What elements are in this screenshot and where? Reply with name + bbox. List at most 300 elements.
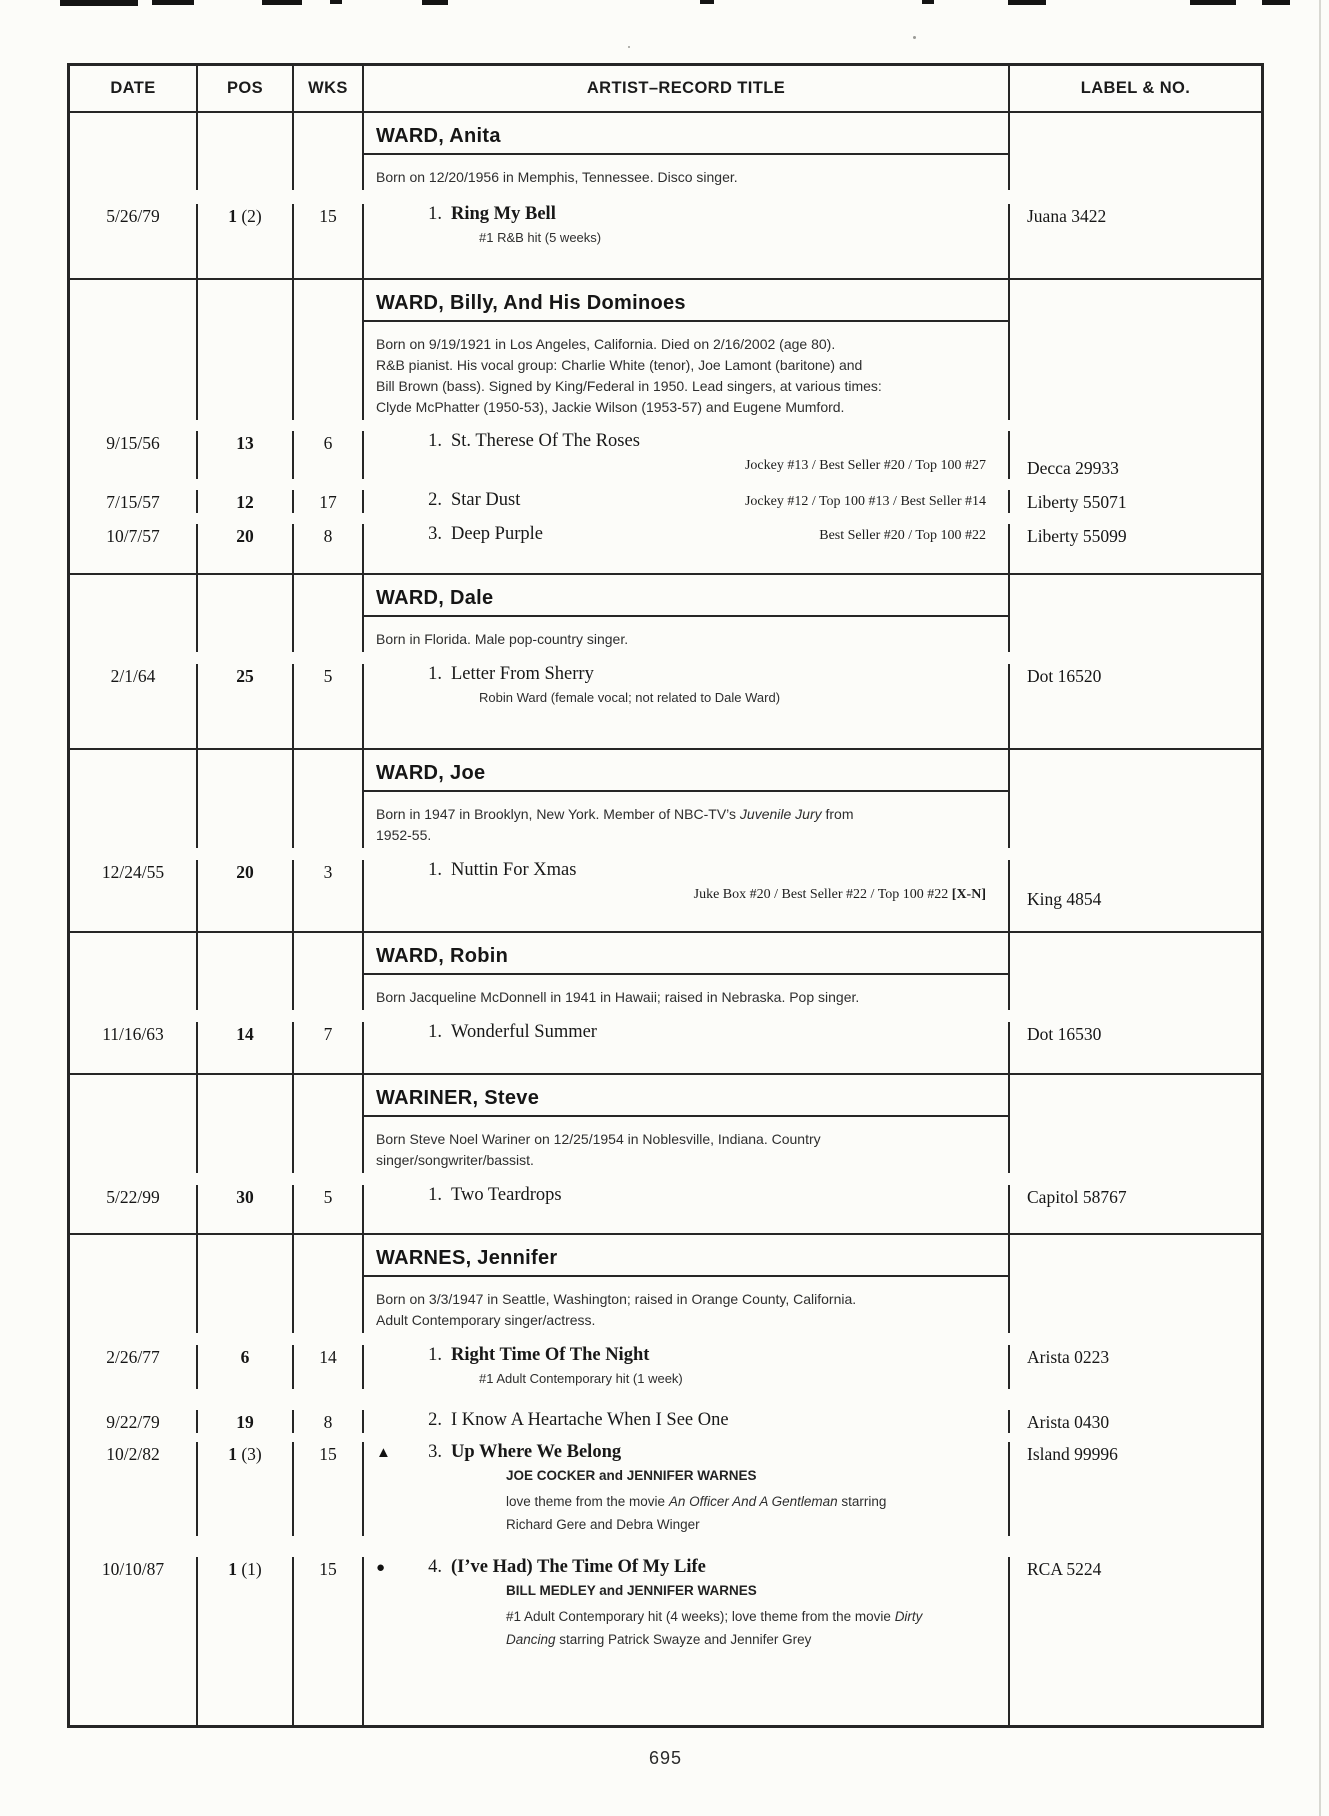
label-cell	[1010, 860, 1261, 931]
song-number: 1.	[428, 664, 442, 684]
text-segment: Clyde McPhatter (1950-53), Jackie Wilson (1953-57) and Eugene Mumford.	[376, 399, 845, 415]
song-number: 2.	[428, 490, 442, 510]
text-segment: starring	[837, 1494, 887, 1509]
label-cell	[1010, 1442, 1261, 1536]
song-title: Up Where We Belong	[451, 1442, 622, 1462]
text-segment: An Officer And A Gentleman	[668, 1494, 838, 1509]
page-number: 695	[648, 1748, 683, 1768]
text-segment: BILL MEDLEY and JENNIFER WARNES	[506, 1583, 757, 1598]
song-row	[70, 1557, 1261, 1725]
artist-bio	[376, 334, 1000, 418]
pos-cell	[198, 792, 294, 848]
artist-bio-row	[70, 617, 1261, 652]
record-label-number: Dot 16520	[1027, 666, 1102, 686]
date-cell	[70, 975, 198, 1010]
song-cell	[364, 1442, 1010, 1536]
debut-date: 10/7/57	[106, 526, 160, 546]
song-row	[70, 664, 1261, 748]
song-title-line	[364, 1185, 1008, 1206]
date-cell	[70, 575, 198, 617]
wks-cell	[294, 1075, 364, 1117]
text-segment: JOE COCKER and JENNIFER WARNES	[506, 1468, 757, 1483]
peak-position: 20	[236, 526, 254, 546]
wks-cell	[294, 975, 364, 1010]
song-cell	[364, 1557, 1010, 1725]
artist-name: WARD, Joe	[376, 762, 486, 784]
song-cell	[364, 575, 1010, 617]
song-cell	[364, 280, 1010, 322]
note-line	[364, 455, 986, 476]
text-segment: starring Patrick Swayze and Jennifer Grey	[555, 1632, 812, 1647]
song-title-line	[364, 1410, 1008, 1431]
header-pos: POS	[198, 66, 294, 111]
peak-position: 19	[236, 1412, 254, 1432]
weeks-cell	[294, 1022, 364, 1073]
label-cell	[1010, 1345, 1261, 1389]
note-line	[506, 1466, 1008, 1486]
text-segment: 1952-55.	[376, 827, 432, 843]
song-number: 2.	[428, 1410, 442, 1430]
weeks-charted: 7	[323, 1024, 333, 1044]
song-title: Star Dust	[451, 490, 521, 510]
song-row	[70, 524, 1261, 573]
peak-position-cell	[198, 1410, 294, 1433]
song-cell	[364, 860, 1010, 931]
weeks-charted: 8	[323, 526, 333, 546]
scan-page-edge	[1319, 0, 1321, 1816]
peak-position: 1	[228, 1444, 237, 1464]
date-cell	[70, 1117, 198, 1173]
date-cell	[70, 1075, 198, 1117]
text-segment: Dirty	[894, 1609, 923, 1624]
song-title: I Know A Heartache When I See One	[451, 1410, 729, 1430]
record-label-number: RCA 5224	[1027, 1559, 1102, 1579]
header-wks: WKS	[294, 66, 364, 111]
note-line	[506, 1605, 984, 1628]
song-title: Right Time Of The Night	[451, 1345, 650, 1365]
weeks-cell	[294, 860, 364, 931]
date-cell	[70, 431, 198, 479]
date-cell	[70, 617, 198, 652]
label-cell	[1010, 792, 1261, 848]
pos-cell	[198, 750, 294, 792]
date-cell	[70, 1277, 198, 1333]
date-cell	[70, 322, 198, 420]
song-title-line	[364, 1022, 1008, 1043]
triangle-icon: ▲	[376, 1444, 391, 1461]
label-cell	[1010, 113, 1261, 155]
wks-cell	[294, 155, 364, 190]
text-segment: Born Steve Noel Wariner on 12/25/1954 in Noblesville, Indiana. Country	[376, 1131, 821, 1147]
record-label-number: Liberty 55071	[1027, 492, 1127, 512]
label-cell	[1010, 204, 1261, 278]
artist-name: WARNES, Jennifer	[376, 1247, 558, 1269]
artist-bio-row	[70, 1277, 1261, 1333]
peak-position: 14	[236, 1024, 254, 1044]
song-row	[70, 1022, 1261, 1073]
song-title: Ring My Bell	[451, 204, 556, 224]
text-segment: Bill Brown (bass). Signed by King/Federal in 1950. Lead singers, at various times:	[376, 378, 882, 394]
pos-cell	[198, 1277, 294, 1333]
table-header-row	[70, 66, 1261, 111]
song-title-line	[364, 204, 1008, 225]
debut-date: 5/22/99	[106, 1187, 160, 1207]
artist-section	[70, 111, 1261, 278]
weeks-cell	[294, 1345, 364, 1389]
artist-section	[70, 748, 1261, 931]
artist-bio	[376, 1129, 1000, 1171]
song-title-line	[364, 1557, 1008, 1578]
debut-date: 2/26/77	[106, 1347, 160, 1367]
header-date: DATE	[70, 66, 198, 111]
bio-line	[376, 1310, 1000, 1331]
date-cell	[70, 933, 198, 975]
pos-cell	[198, 1075, 294, 1117]
record-label-number: King 4854	[1027, 889, 1102, 909]
date-cell	[70, 524, 198, 573]
weeks-at-peak: (2)	[236, 206, 262, 226]
debut-date: 9/15/56	[106, 433, 160, 453]
song-title-line	[364, 490, 1008, 511]
note-line	[506, 1513, 984, 1536]
song-row	[70, 860, 1261, 931]
record-label-number: Juana 3422	[1027, 206, 1107, 226]
song-cell	[364, 1277, 1010, 1333]
song-row	[70, 1442, 1261, 1536]
artist-section	[70, 931, 1261, 1073]
pos-cell	[198, 575, 294, 617]
song-cell	[364, 1345, 1010, 1389]
note-line	[364, 884, 986, 905]
peak-position-cell	[198, 1185, 294, 1233]
pos-cell	[198, 155, 294, 190]
label-cell	[1010, 617, 1261, 652]
song-number: 1.	[428, 1185, 442, 1205]
chart-run-detail	[364, 884, 1008, 905]
artist-bio	[376, 167, 1000, 188]
label-cell	[1010, 664, 1261, 748]
song-note	[364, 228, 1008, 248]
weeks-charted: 5	[323, 1187, 333, 1207]
debut-date: 12/24/55	[101, 862, 165, 882]
pos-cell	[198, 617, 294, 652]
date-cell	[70, 750, 198, 792]
song-cell	[364, 431, 1010, 479]
song-row	[70, 1345, 1261, 1389]
song-cell	[364, 524, 1010, 573]
date-cell	[70, 1557, 198, 1725]
peak-position-cell	[198, 524, 294, 573]
song-note	[364, 1369, 1008, 1389]
label-cell	[1010, 1117, 1261, 1173]
artist-sections	[70, 111, 1261, 1725]
label-cell	[1010, 1410, 1261, 1433]
label-cell	[1010, 975, 1261, 1010]
song-cell	[364, 750, 1010, 792]
bio-line	[376, 397, 1000, 418]
artist-name: WARINER, Steve	[376, 1087, 540, 1109]
label-cell	[1010, 1075, 1261, 1117]
song-number: 4.	[428, 1557, 442, 1577]
artist-header-row	[70, 575, 1261, 617]
weeks-charted: 15	[319, 206, 337, 226]
scan-artifact	[1008, 0, 1046, 5]
peak-position-cell	[198, 1442, 294, 1536]
weeks-cell	[294, 1557, 364, 1725]
scan-artifact	[330, 0, 342, 4]
scan-artifact	[422, 0, 448, 5]
song-cell	[364, 664, 1010, 748]
artist-bio	[376, 987, 1000, 1008]
text-segment: Adult Contemporary singer/actress.	[376, 1312, 596, 1328]
artist-bio	[376, 629, 1000, 650]
bio-line	[376, 629, 1000, 650]
artist-section	[70, 1233, 1261, 1725]
artist-name: WARD, Dale	[376, 587, 494, 609]
peak-position-cell	[198, 431, 294, 479]
date-cell	[70, 113, 198, 155]
song-title-line	[364, 1345, 1008, 1366]
text-segment: Robin Ward (female vocal; not related to Dale Ward)	[479, 690, 781, 705]
song-title: Wonderful Summer	[451, 1022, 597, 1042]
pos-cell	[198, 1117, 294, 1173]
artist-bio-row	[70, 1117, 1261, 1173]
artist-bio-row	[70, 155, 1261, 190]
chart-run-detail	[364, 455, 1008, 476]
note-line	[479, 688, 1008, 708]
song-title-line	[364, 664, 1008, 685]
artist-name: WARD, Billy, And His Dominoes	[376, 292, 686, 314]
weeks-at-peak: (1)	[236, 1559, 262, 1579]
bio-line	[376, 804, 1000, 825]
weeks-cell	[294, 431, 364, 479]
label-cell	[1010, 280, 1261, 322]
wks-cell	[294, 792, 364, 848]
song-cell	[364, 617, 1010, 652]
scan-artifact	[60, 0, 138, 6]
song-number: 1.	[428, 860, 442, 880]
weeks-charted: 3	[323, 862, 333, 882]
artist-bio-row	[70, 792, 1261, 848]
song-cell	[364, 933, 1010, 975]
wks-cell	[294, 280, 364, 322]
date-cell	[70, 204, 198, 278]
debut-date: 10/2/82	[106, 1444, 160, 1464]
peak-position-cell	[198, 664, 294, 748]
wks-cell	[294, 750, 364, 792]
record-label-number: Capitol 58767	[1027, 1187, 1127, 1207]
debut-date: 7/15/57	[106, 492, 160, 512]
text-segment: Born in 1947 in Brooklyn, New York. Member of NBC-TV’s	[376, 806, 740, 822]
label-cell	[1010, 933, 1261, 975]
label-cell	[1010, 431, 1261, 479]
text-segment: Born on 12/20/1956 in Memphis, Tennessee. Disco singer.	[376, 169, 738, 185]
note-line	[479, 1369, 1008, 1389]
bio-line	[376, 167, 1000, 188]
song-row	[70, 490, 1261, 513]
label-cell	[1010, 322, 1261, 420]
song-number: 1.	[428, 1022, 442, 1042]
song-cell	[364, 113, 1010, 155]
bio-line	[376, 1150, 1000, 1171]
song-row	[70, 431, 1261, 479]
record-label-number: Arista 0430	[1027, 1412, 1110, 1432]
date-cell	[70, 860, 198, 931]
song-row	[70, 1185, 1261, 1233]
scan-speck	[913, 36, 916, 39]
bullet-icon: ●	[376, 1559, 386, 1576]
debut-date: 2/1/64	[110, 666, 156, 686]
date-cell	[70, 490, 198, 513]
text-segment: Juke Box #20 / Best Seller #22 / Top 100 #22	[693, 887, 952, 902]
debut-date: 11/16/63	[102, 1024, 164, 1044]
pos-cell	[198, 113, 294, 155]
song-cell	[364, 204, 1010, 278]
peak-position: 1	[228, 1559, 237, 1579]
performer-credit	[364, 1581, 1008, 1601]
song-title: Letter From Sherry	[451, 664, 594, 684]
weeks-cell	[294, 204, 364, 278]
wks-cell	[294, 933, 364, 975]
text-segment: Juvenile Jury	[739, 806, 822, 822]
text-segment: Jockey #13 / Best Seller #20 / Top 100 #27	[744, 458, 986, 473]
note-line	[506, 1581, 1008, 1601]
peak-position-cell	[198, 204, 294, 278]
scan-artifact	[922, 0, 934, 4]
header-artist-record-title: ARTIST–RECORD TITLE	[364, 66, 1010, 111]
wks-cell	[294, 1277, 364, 1333]
weeks-cell	[294, 1410, 364, 1433]
chart-run-detail: Best Seller #20 / Top 100 #22	[819, 528, 986, 543]
scan-artifact	[262, 0, 302, 5]
song-number: 1.	[428, 1345, 442, 1365]
peak-position: 25	[236, 666, 254, 686]
song-number: 3.	[428, 1442, 442, 1462]
label-cell	[1010, 524, 1261, 573]
text-segment: from	[821, 806, 854, 822]
wks-cell	[294, 617, 364, 652]
text-segment: Born Jacqueline McDonnell in 1941 in Hawaii; raised in Nebraska. Pop singer.	[376, 989, 860, 1005]
artist-bio-row	[70, 975, 1261, 1010]
label-cell	[1010, 1235, 1261, 1277]
peak-position: 20	[236, 862, 254, 882]
scan-artifact	[700, 0, 714, 4]
bio-line	[376, 1129, 1000, 1150]
date-cell	[70, 664, 198, 748]
pos-cell	[198, 975, 294, 1010]
record-label-number: Arista 0223	[1027, 1347, 1110, 1367]
bio-line	[376, 334, 1000, 355]
wks-cell	[294, 575, 364, 617]
bio-line	[376, 355, 1000, 376]
text-segment: Dancing	[506, 1632, 556, 1647]
song-cell	[364, 322, 1010, 420]
note-line	[479, 228, 1008, 248]
weeks-charted: 15	[319, 1444, 337, 1464]
artist-bio	[376, 804, 1000, 846]
artist-header-row	[70, 1235, 1261, 1277]
song-note	[364, 1605, 984, 1651]
bio-line	[376, 1289, 1000, 1310]
pos-cell	[198, 280, 294, 322]
song-cell	[364, 155, 1010, 190]
song-cell	[364, 1075, 1010, 1117]
song-title: Nuttin For Xmas	[451, 860, 577, 880]
peak-position-cell	[198, 490, 294, 513]
pos-cell	[198, 1235, 294, 1277]
scan-artifact	[1262, 0, 1290, 5]
text-segment: love theme from the movie	[506, 1494, 669, 1509]
song-cell	[364, 1117, 1010, 1173]
song-row	[70, 204, 1261, 278]
weeks-charted: 5	[323, 666, 333, 686]
artist-section	[70, 278, 1261, 573]
peak-position: 6	[240, 1347, 250, 1367]
label-cell	[1010, 750, 1261, 792]
note-line	[506, 1628, 984, 1651]
bio-line	[376, 376, 1000, 397]
debut-date: 9/22/79	[106, 1412, 160, 1432]
peak-position: 12	[236, 492, 254, 512]
text-segment: Born on 9/19/1921 in Los Angeles, California. Died on 2/16/2002 (age 80).	[376, 336, 836, 352]
label-cell	[1010, 155, 1261, 190]
chart-run-detail: Jockey #12 / Top 100 #13 / Best Seller #14	[744, 494, 986, 509]
scan-artifact	[152, 0, 194, 5]
song-title-line	[364, 1442, 1008, 1463]
peak-position: 1	[228, 206, 237, 226]
song-number: 1.	[428, 204, 442, 224]
text-segment: R&B pianist. His vocal group: Charlie White (tenor), Joe Lamont (baritone) and	[376, 357, 863, 373]
text-segment: [X-N]	[951, 887, 986, 902]
peak-position-cell	[198, 1345, 294, 1389]
weeks-cell	[294, 664, 364, 748]
date-cell	[70, 792, 198, 848]
date-cell	[70, 280, 198, 322]
header-label-no: LABEL & NO.	[1080, 79, 1191, 97]
text-segment: Richard Gere and Debra Winger	[506, 1517, 700, 1532]
label-cell	[1010, 1277, 1261, 1333]
performer-credit	[364, 1466, 1008, 1486]
song-number: 1.	[428, 431, 442, 451]
song-number: 3.	[428, 524, 442, 544]
bio-line	[376, 987, 1000, 1008]
weeks-charted: 6	[323, 433, 333, 453]
date-cell	[70, 1022, 198, 1073]
artist-name: WARD, Anita	[376, 125, 501, 147]
song-cell	[364, 1410, 1010, 1433]
label-cell	[1010, 575, 1261, 617]
weeks-charted: 14	[319, 1347, 337, 1367]
record-label-number: Decca 29933	[1027, 458, 1119, 478]
record-label-number: Dot 16530	[1027, 1024, 1102, 1044]
scan-speck	[628, 46, 630, 48]
peak-position-cell	[198, 1557, 294, 1725]
record-label-number: Liberty 55099	[1027, 526, 1127, 546]
text-segment: Born in Florida. Male pop-country singer.	[376, 631, 629, 647]
weeks-at-peak: (3)	[236, 1444, 262, 1464]
peak-position: 30	[236, 1187, 254, 1207]
weeks-charted: 15	[319, 1559, 337, 1579]
text-segment: Born on 3/3/1947 in Seattle, Washington; raised in Orange County, California.	[376, 1291, 857, 1307]
pos-cell	[198, 322, 294, 420]
song-title: St. Therese Of The Roses	[451, 431, 640, 451]
label-cell	[1010, 1022, 1261, 1073]
debut-date: 5/26/79	[106, 206, 160, 226]
label-cell	[1010, 490, 1261, 513]
scan-artifact	[1190, 0, 1236, 5]
record-label-number: Island 99996	[1027, 1444, 1118, 1464]
text-segment: #1 R&B hit (5 weeks)	[479, 230, 602, 245]
